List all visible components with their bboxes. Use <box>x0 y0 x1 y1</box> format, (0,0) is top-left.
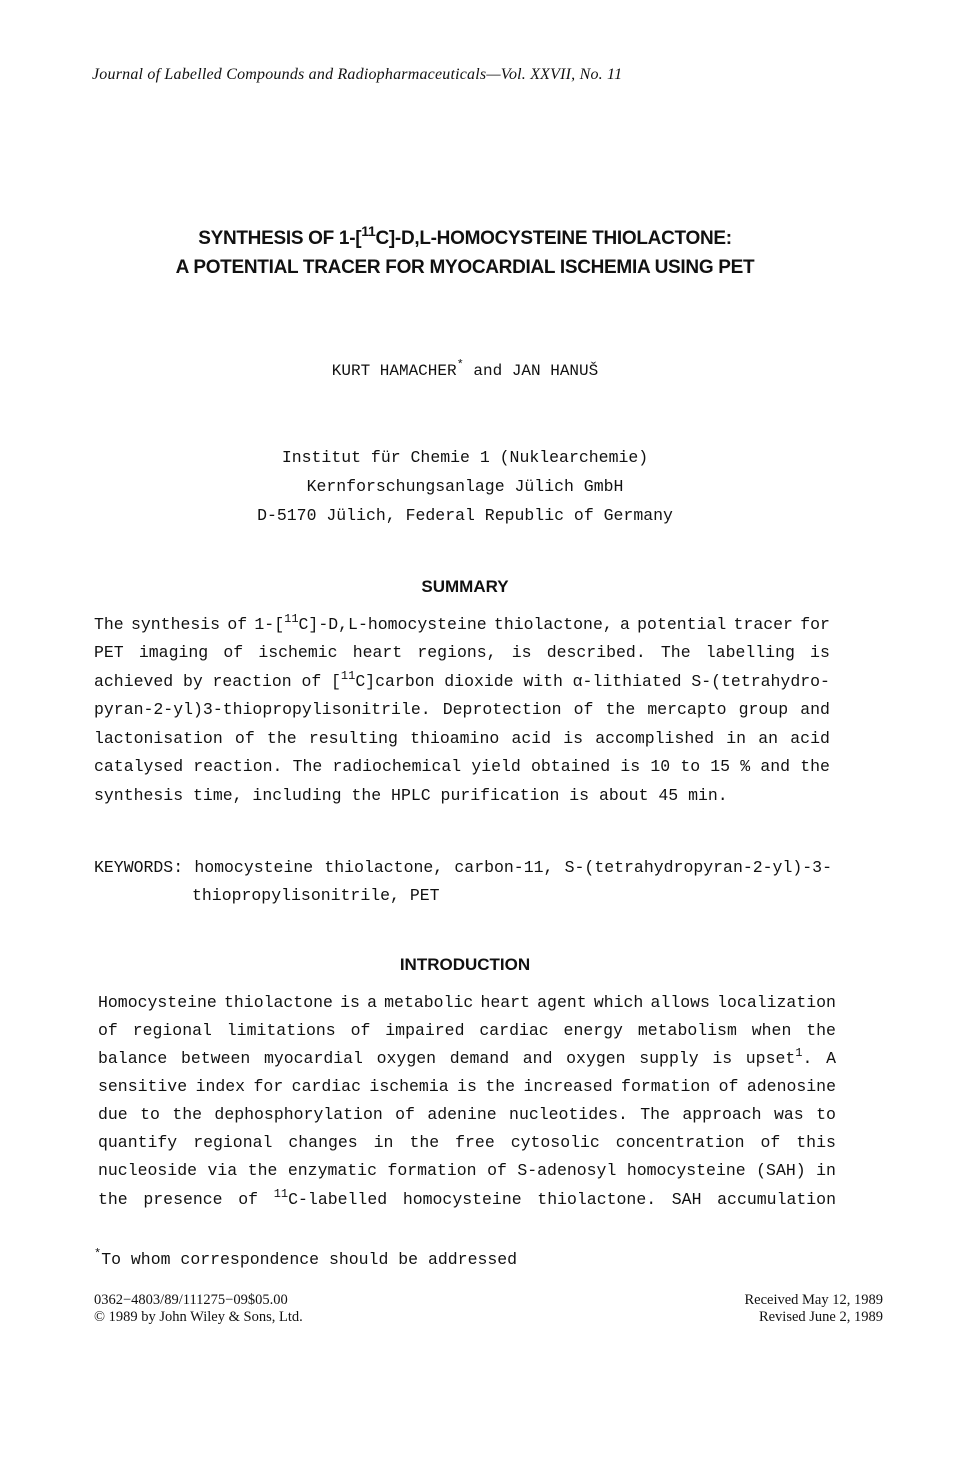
word: demand <box>449 1049 510 1068</box>
word: heart <box>480 993 530 1012</box>
word: cytosolic <box>510 1133 600 1152</box>
word: thiolactone. <box>537 1190 657 1209</box>
word: is <box>810 643 830 662</box>
keywords-line-2: thiopropylisonitrile, PET <box>192 886 440 905</box>
paper-title-line-1 <box>0 223 930 250</box>
word: SAH <box>671 1190 702 1209</box>
word: approach <box>682 1105 762 1124</box>
word: of <box>301 672 322 691</box>
intro-line <box>98 1161 836 1180</box>
word: of <box>350 1021 371 1040</box>
word: of <box>238 1190 259 1209</box>
summary-line <box>94 643 830 662</box>
article-code: 0362−4803/89/111275−09$05.00 <box>94 1292 288 1308</box>
word: The <box>292 757 323 776</box>
word: localization <box>717 993 836 1012</box>
word: enzymatic <box>287 1161 377 1180</box>
word: achieved <box>94 672 174 691</box>
word: acid <box>511 729 552 748</box>
word: thiolactone, <box>493 615 613 634</box>
author-2: JAN HANUŠ <box>511 362 599 380</box>
word: PET <box>94 643 124 662</box>
author-conjunction: and <box>463 362 512 380</box>
word: allows <box>650 993 710 1012</box>
word: The <box>94 615 124 634</box>
word: of <box>98 1021 118 1040</box>
word: is <box>620 757 641 776</box>
word: concentration <box>615 1133 745 1152</box>
summary-line <box>94 700 830 719</box>
word: obtained <box>531 757 611 776</box>
word: catalysed <box>94 757 184 776</box>
word: of <box>718 1077 739 1096</box>
word: metabolism <box>637 1021 737 1040</box>
word: group <box>738 700 789 719</box>
word: 10 <box>650 757 671 776</box>
word: lactonisation <box>94 729 223 748</box>
authors <box>0 358 930 380</box>
word: is <box>712 1049 733 1068</box>
footnote-asterisk: * <box>94 1247 102 1261</box>
summary-line <box>94 786 830 805</box>
word: is <box>563 729 584 748</box>
word: quantify <box>98 1133 178 1152</box>
word: supply <box>639 1049 699 1068</box>
word: yield <box>471 757 521 776</box>
word: resulting <box>308 729 398 748</box>
word: free <box>455 1133 495 1152</box>
word: this <box>796 1133 836 1152</box>
word: changes <box>288 1133 358 1152</box>
word: and <box>800 700 830 719</box>
word: carbon-11, <box>454 858 554 877</box>
word: an <box>758 729 779 748</box>
summary-line <box>94 612 830 634</box>
word: S-(tetrahydro- <box>691 672 830 691</box>
title-superscript: 11 <box>361 223 376 239</box>
word: dephosphorylation <box>214 1105 383 1124</box>
word: increased <box>523 1077 613 1096</box>
word: agent <box>537 993 587 1012</box>
word: heart <box>352 643 403 662</box>
word: A <box>826 1049 836 1068</box>
word: the <box>409 1133 440 1152</box>
word: to <box>680 757 701 776</box>
introduction-heading: INTRODUCTION <box>399 955 531 974</box>
superscript: 11 <box>284 612 299 626</box>
word: is <box>457 1077 477 1096</box>
word: adenosine <box>746 1077 836 1096</box>
word: metabolic <box>384 993 474 1012</box>
word: reaction <box>212 672 292 691</box>
word: in <box>816 1161 836 1180</box>
word: limitations <box>226 1021 336 1040</box>
intro-line <box>98 1105 836 1124</box>
received-date: Received May 12, 1989 <box>744 1292 883 1308</box>
word: homocysteine <box>194 858 314 877</box>
intro-line <box>98 1133 836 1152</box>
title-text-post: C]-D,L-HOMOCYSTEINE THIOLACTONE: <box>375 228 732 249</box>
intro-line <box>98 993 836 1012</box>
word: regional <box>132 1021 212 1040</box>
summary-line <box>94 729 830 748</box>
word: KEYWORDS: <box>94 858 184 877</box>
word: S-adenosyl <box>517 1161 617 1180</box>
word: Homocysteine <box>98 993 217 1012</box>
paper-title-line-2: A POTENTIAL TRACER FOR MYOCARDIAL ISCHEMIA USING PET <box>175 257 755 278</box>
word: The <box>640 1105 670 1124</box>
word: homocysteine <box>402 1190 522 1209</box>
word: the <box>485 1077 516 1096</box>
word: of <box>227 615 248 634</box>
word: the <box>172 1105 203 1124</box>
word: cardiac <box>479 1021 549 1040</box>
word: adenine <box>427 1105 497 1124</box>
word: index <box>195 1077 246 1096</box>
word: ischemia <box>369 1077 449 1096</box>
word: is <box>511 643 532 662</box>
word: 1-[$^{11}$C]-D,L-homocysteine <box>254 612 487 634</box>
word: accomplished <box>595 729 715 748</box>
word: homocysteine <box>626 1161 746 1180</box>
word: of <box>760 1133 781 1152</box>
word: the <box>806 1021 836 1040</box>
journal-header: Journal of Labelled Compounds and Radiopharmaceuticals—Vol. XXVII, No. 11 <box>92 66 623 83</box>
word: the <box>605 700 636 719</box>
author-asterisk: * <box>456 358 464 372</box>
word: a <box>367 993 377 1012</box>
word: oxygen <box>566 1049 626 1068</box>
word: with <box>523 672 563 691</box>
word: the <box>98 1190 128 1209</box>
word: in <box>373 1133 394 1152</box>
word: $^{11}$C-labelled <box>273 1187 388 1209</box>
word: synthesis <box>130 615 221 634</box>
footnote-text: To whom correspondence should be addressed <box>101 1250 518 1269</box>
title-text-pre: SYNTHESIS OF 1-[ <box>198 228 362 249</box>
word: the <box>800 757 830 776</box>
superscript: 11 <box>340 669 356 683</box>
word: tracer <box>733 615 793 634</box>
intro-line <box>98 1077 836 1096</box>
word: dioxide <box>444 672 514 691</box>
word: % <box>740 757 751 776</box>
word: thiolactone, <box>324 858 444 877</box>
word: a <box>620 615 630 634</box>
word: of <box>395 1105 415 1124</box>
word: balance <box>98 1049 168 1068</box>
word: accumulation <box>717 1190 836 1209</box>
word: myocardial <box>263 1049 363 1068</box>
word: described. <box>546 643 646 662</box>
affiliation-line-1: Institut für Chemie 1 (Nuklearchemie) <box>281 448 649 467</box>
word: of <box>573 700 594 719</box>
word: formation <box>387 1161 477 1180</box>
word: regional <box>193 1133 273 1152</box>
affiliation-line-3: D-5170 Jülich, Federal Republic of Germany <box>257 506 673 525</box>
summary-heading: SUMMARY <box>421 577 509 596</box>
word: sensitive <box>98 1077 188 1096</box>
word: energy <box>563 1021 623 1040</box>
word: 15 <box>710 757 731 776</box>
word: oxygen <box>376 1049 437 1068</box>
intro-line <box>98 1046 836 1068</box>
word: nucleotides. <box>509 1105 628 1124</box>
affiliation-line-2: Kernforschungsanlage Jülich GmbH <box>306 477 624 496</box>
summary-line <box>94 669 830 691</box>
word: via <box>207 1161 238 1180</box>
word: is <box>340 993 360 1012</box>
word: acid <box>790 729 830 748</box>
word: labelling <box>705 643 795 662</box>
word: for <box>253 1077 284 1096</box>
word: upset$^1$. <box>745 1046 813 1068</box>
intro-line <box>98 1021 836 1040</box>
word: impaired <box>385 1021 465 1040</box>
word: to <box>816 1105 836 1124</box>
word: radiochemical <box>332 757 462 776</box>
footnote <box>94 1247 518 1269</box>
intro-line <box>98 1187 836 1209</box>
word: imaging <box>138 643 209 662</box>
copyright: © 1989 by John Wiley & Sons, Ltd. <box>94 1309 303 1325</box>
superscript: 11 <box>273 1187 289 1201</box>
word: S-(tetrahydropyran-2-yl)-3- <box>564 858 832 877</box>
word: (SAH) <box>756 1161 806 1180</box>
word: regions, <box>417 643 497 662</box>
word: pyran-2-yl)3-thiopropylisonitrile. <box>94 700 431 719</box>
keywords-line-1 <box>94 858 832 877</box>
summary-line <box>94 757 830 776</box>
word: presence <box>143 1190 223 1209</box>
word: ischemic <box>258 643 338 662</box>
word: the <box>247 1161 278 1180</box>
word: [$^{11}$C]carbon <box>331 669 435 691</box>
word: α-lithiated <box>572 672 682 691</box>
word: nucleoside <box>98 1161 198 1180</box>
word: and <box>760 757 791 776</box>
word: cardiac <box>291 1077 361 1096</box>
word: of <box>487 1161 507 1180</box>
word: between <box>180 1049 251 1068</box>
revised-date: Revised June 2, 1989 <box>758 1309 883 1325</box>
word: potential <box>637 615 727 634</box>
word: in <box>726 729 747 748</box>
word: for <box>800 615 830 634</box>
word: Deprotection <box>442 700 562 719</box>
word: The <box>660 643 691 662</box>
word: which <box>593 993 644 1012</box>
word: thiolactone <box>224 993 333 1012</box>
summary-text: synthesis time, including the HPLC purification is about 45 min. <box>94 786 728 805</box>
word: by <box>182 672 203 691</box>
word: reaction. <box>193 757 283 776</box>
word: of <box>234 729 255 748</box>
word: of <box>223 643 244 662</box>
word: due <box>98 1105 128 1124</box>
word: mercapto <box>647 700 727 719</box>
word: was <box>773 1105 804 1124</box>
word: to <box>140 1105 160 1124</box>
superscript: 1 <box>795 1046 803 1060</box>
word: and <box>522 1049 553 1068</box>
author-1: KURT HAMACHER <box>331 362 457 380</box>
word: thioamino <box>410 729 500 748</box>
word: when <box>751 1021 792 1040</box>
word: the <box>266 729 297 748</box>
word: formation <box>621 1077 711 1096</box>
